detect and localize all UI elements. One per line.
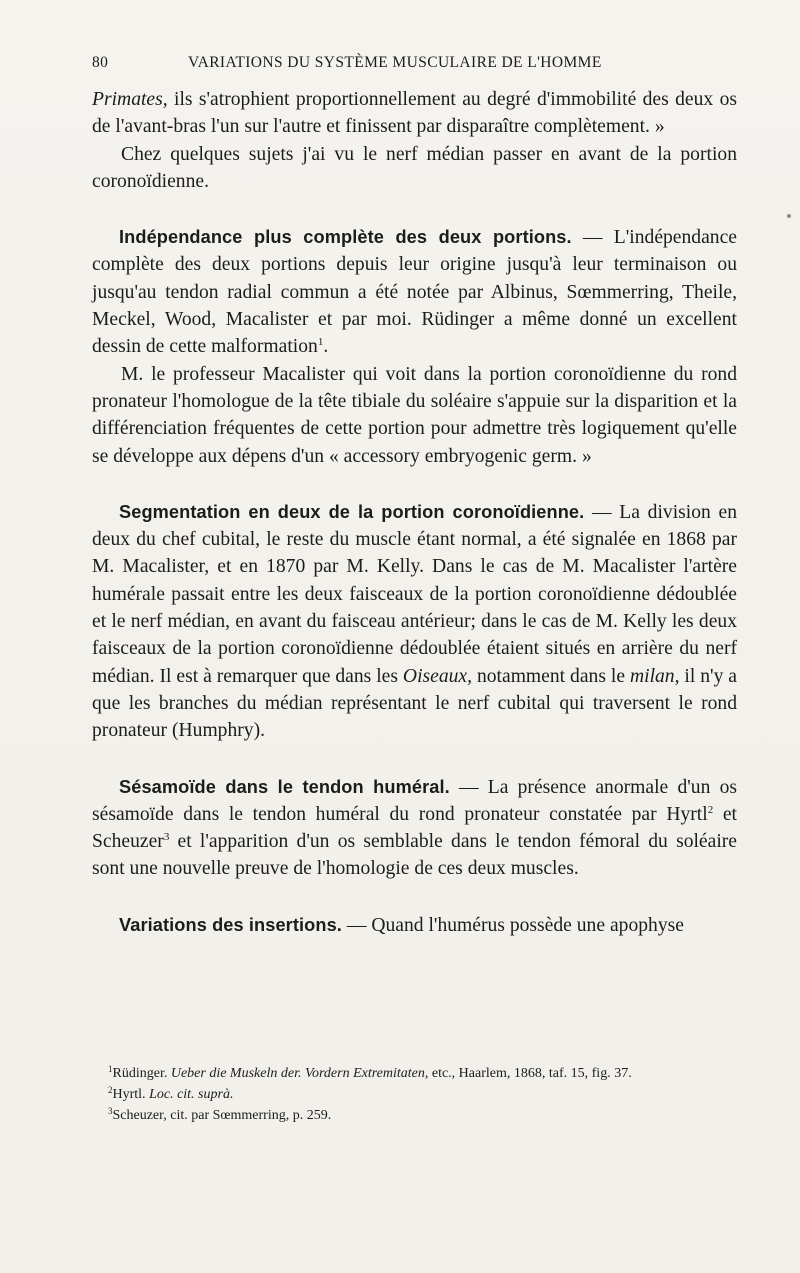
section-heading: Indépendance plus complète des deux portions. — [119, 227, 572, 248]
sentence-end: . — [323, 336, 329, 358]
paragraph-text: M. le professeur Macalister qui voit dans la portion coronoïdienne du rond pronateur l'homologue de la tête tibiale du soléaire s'appuie sur la disparition et la différenciation fréquentes de cette portion pour admettre très logiquement qu'elle se développe aux dépens d'un « accessory embryogenic germ. » — [92, 363, 737, 467]
footnote-author: Hyrtl. — [112, 1087, 146, 1102]
section-heading: Sésamoïde dans le tendon huméral. — [119, 776, 450, 797]
paper-speck — [787, 214, 791, 218]
section-text: — Quand l'humérus possède une apophyse — [341, 914, 684, 936]
italic-primates: Primates, — [92, 89, 168, 110]
footnote-title: Loc. cit. suprà. — [149, 1087, 234, 1102]
footnote-mark: 1 — [108, 1064, 113, 1074]
page-number: 80 — [92, 54, 109, 71]
section-text: et l'apparition d'un os semblable dans le tendon fémoral du soléaire sont une nouvelle preuve de l'homologie de ces deux muscles. — [92, 831, 737, 880]
section-sesamoide — [92, 774, 737, 883]
footnote-ref-2[interactable]: 2 — [707, 803, 714, 816]
section-heading: Segmentation en deux de la portion coronoïdienne. — [119, 501, 585, 522]
italic-oiseaux: Oiseaux, — [402, 665, 473, 687]
footnotes — [92, 1063, 737, 1126]
footnote-author: Scheuzer, cit. par Sœmmerring, p. 259. — [112, 1108, 332, 1123]
footnote-mark: 3 — [108, 1106, 113, 1116]
section-text: — L'indépendance complète des deux portions depuis leur origine jusqu'à leur terminaison ou jusqu'au tendon radial commun a été notée par Albinus, Sœmmerring, Theile, Meckel, Wood, Macalister et par moi. Rüdinger a même donné un excellent dessin de cette malformation — [92, 227, 737, 358]
section-text: — La division en deux du chef cubital, le reste du muscle étant normal, a été signalée en 1868 par M. Macalister, et en 1870 par M. Kelly. Dans le cas de M. Macalister l'artère humérale passait entre les deux faisceaux de la portion coronoïdienne dédoublée et le nerf médian, en avant du faisceau antérieur; dans le cas de M. Kelly les deux faisceaux de la portion coronoïdienne dédoublée étaient situés en arrière du nerf médian. Il est à remarquer que dans les — [92, 501, 737, 687]
footnote-title: Ueber die Muskeln der. Vordern Extremitaten, — [170, 1066, 429, 1081]
section-insertions — [92, 912, 737, 939]
section-text: — La présence anormale d'un os sésamoïde dans le tendon huméral du rond pronateur constatée par Hyrtl — [92, 776, 737, 825]
section-text: il n'y a que les branches du médian représentant le nerf cubital qui traversent le rond pronateur (Humphry). — [92, 665, 737, 742]
paragraph-nerf-median — [92, 141, 737, 196]
footnote-mark: 2 — [108, 1085, 113, 1095]
section-text: et Scheuzer — [92, 803, 737, 853]
footnote-2 — [92, 1084, 737, 1105]
section-text: notamment dans le — [472, 665, 630, 687]
paragraph-primates — [92, 86, 737, 141]
running-title: VARIATIONS DU SYSTÈME MUSCULAIRE DE L'HOMME — [188, 54, 602, 71]
paragraph-text: ils s'atrophient proportionnellement au degré d'immobilité des deux os de l'avant-bras l'un sur l'autre et finissent par disparaître complètement. » — [92, 89, 737, 138]
italic-milan: milan, — [629, 665, 680, 687]
footnote-3 — [92, 1105, 737, 1126]
footnote-rest: etc., Haarlem, 1868, taf. 15, fig. 37. — [428, 1066, 632, 1081]
paragraph-macalister — [92, 361, 737, 470]
footnote-1 — [92, 1063, 737, 1084]
section-segmentation — [92, 499, 737, 745]
footnote-ref-1[interactable]: 1 — [317, 336, 324, 349]
section-heading: Variations des insertions. — [119, 914, 342, 935]
main-text — [92, 86, 737, 939]
paragraph-text: Chez quelques sujets j'ai vu le nerf médian passer en avant de la portion coronoïdienne. — [92, 143, 737, 192]
section-independance — [92, 224, 737, 360]
running-head — [92, 54, 737, 78]
footnote-author: Rüdinger. — [112, 1066, 168, 1081]
footnote-ref-3[interactable]: 3 — [163, 831, 170, 844]
